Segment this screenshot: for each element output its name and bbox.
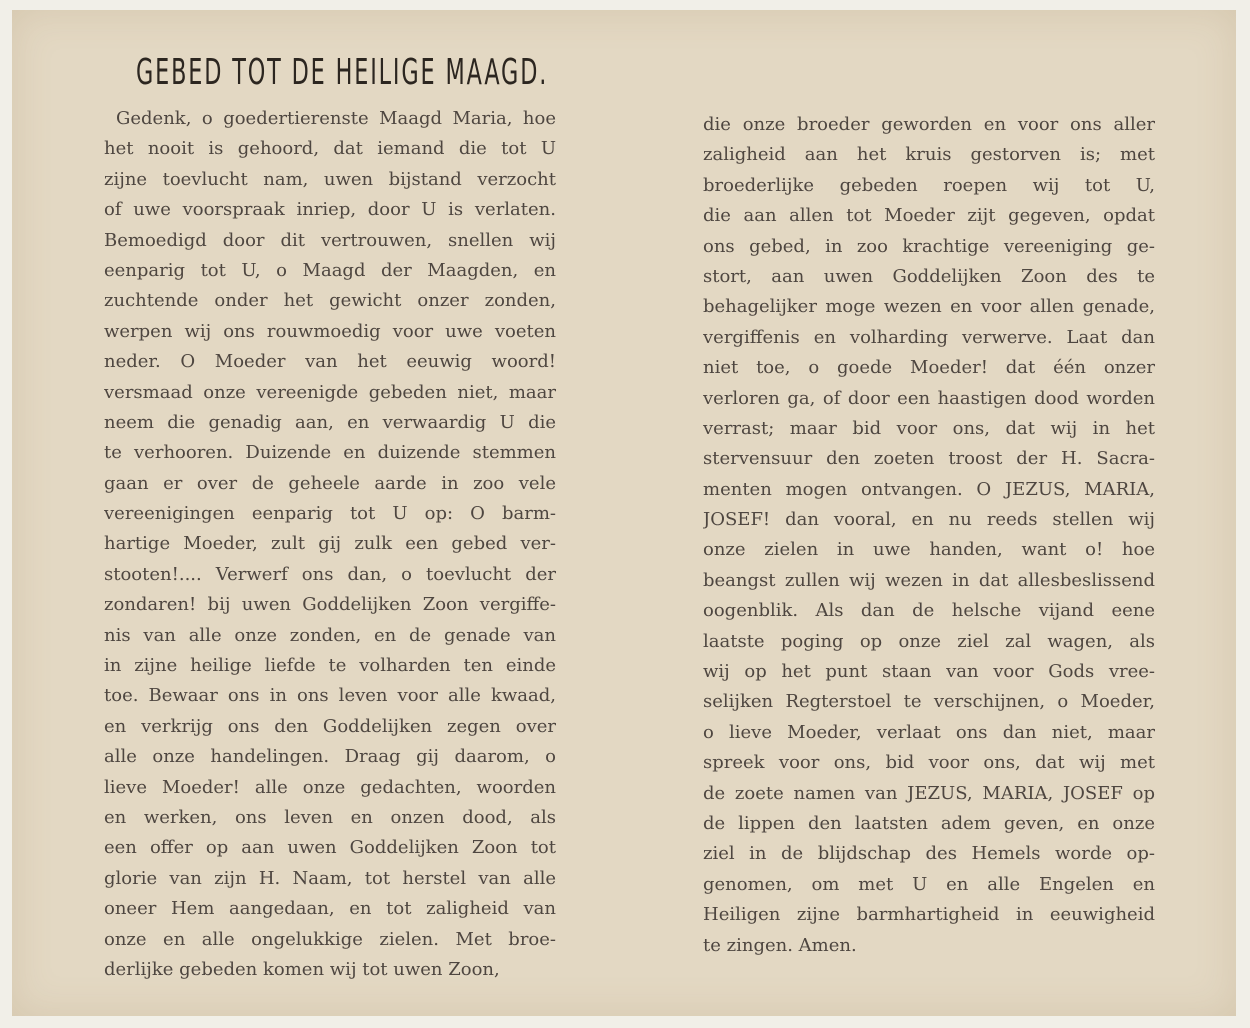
text-line: zondaren! bij uwen Goddelijken Zoon vergiffe- — [104, 594, 556, 616]
text-line: zijne toevlucht nam, uwen bijstand verzocht — [104, 168, 556, 190]
text-line: neem die genadig aan, en verwaardig U die — [104, 411, 556, 433]
page-title: GEBED TOT DE HEILIGE MAAGD. — [136, 52, 549, 93]
text-line: vereenigingen eenparig tot U op: O barm- — [104, 503, 556, 525]
text-line: spreek voor ons, bid voor ons, dat wij met — [703, 752, 1155, 774]
text-line: vergiffenis en volharding verwerve. Laat dan — [703, 326, 1155, 348]
text-line: alle onze handelingen. Draag gij daarom, o — [104, 746, 556, 768]
text-line: neder. O Moeder van het eeuwig woord! — [104, 351, 556, 373]
text-line: selijken Regterstoel te verschijnen, o Moeder, — [703, 691, 1155, 713]
text-line: laatste poging op onze ziel zal wagen, als — [703, 630, 1155, 652]
text-line: te verhooren. Duizende en duizende stemmen — [104, 442, 556, 464]
text-line: ziel in de blijdschap des Hemels worde op- — [703, 843, 1155, 865]
text-line: de lippen den laatsten adem geven, en onze — [703, 812, 1155, 834]
text-line: beangst zullen wij wezen in dat allesbeslissend — [703, 569, 1155, 591]
text-line: nis van alle onze zonden, en de genade van — [104, 624, 556, 646]
text-line: wij op het punt staan van voor Gods vree- — [703, 661, 1155, 683]
text-line: oneer Hem aangedaan, en tot zaligheid van — [104, 898, 556, 920]
text-line: verrast; maar bid voor ons, dat wij in het — [703, 417, 1155, 439]
text-line: Heiligen zijne barmhartigheid in eeuwigheid — [703, 904, 1155, 926]
text-line: die onze broeder geworden en voor ons aller — [703, 114, 1155, 135]
text-line: menten mogen ontvangen. O JEZUS, MARIA, — [703, 478, 1155, 500]
text-line: stervensuur den zoeten troost der H. Sacra- — [703, 448, 1155, 470]
text-line: zuchtende onder het gewicht onzer zonden, — [104, 290, 556, 312]
text-line: gaan er over de geheele aarde in zoo vele — [104, 472, 556, 494]
text-line: oogenblik. Als dan de helsche vijand eene — [703, 600, 1155, 622]
text-line: niet toe, o goede Moeder! dat één onzer — [703, 357, 1155, 379]
text-line: toe. Bewaar ons in ons leven voor alle kwaad, — [104, 685, 556, 707]
text-line: behagelijker moge wezen en voor allen genade, — [703, 296, 1155, 318]
text-line: JOSEF! dan vooral, en nu reeds stellen wij — [703, 509, 1155, 531]
text-line: broederlijke gebeden roepen wij tot U, — [703, 174, 1155, 196]
text-line: stooten!.... Verwerf ons dan, o toevlucht der — [104, 563, 556, 585]
text-line: ons gebed, in zoo krachtige vereeniging ge- — [703, 235, 1155, 257]
text-line: en verkrijg ons den Goddelijken zegen over — [104, 715, 556, 737]
text-line: stort, aan uwen Goddelijken Zoon des te — [703, 265, 1155, 287]
right-column — [703, 110, 1155, 961]
text-line: versmaad onze vereenigde gebeden niet, maar — [104, 381, 556, 403]
text-line: eenparig tot U, o Maagd der Maagden, en — [104, 259, 556, 281]
text-line: in zijne heilige liefde te volharden ten einde — [104, 655, 556, 677]
text-line: of uwe voorspraak inriep, door U is verlaten. — [104, 199, 556, 221]
text-line: te zingen. Amen. — [703, 934, 857, 956]
text-line: die aan allen tot Moeder zijt gegeven, opdat — [703, 205, 1155, 227]
text-line: Gedenk, o goedertierenste Maagd Maria, hoe — [116, 108, 556, 129]
text-line: het nooit is gehoord, dat iemand die tot U — [104, 138, 556, 160]
text-line: derlijke gebeden komen wij tot uwen Zoon, — [104, 958, 500, 980]
text-line: onze en alle ongelukkige zielen. Met broe- — [104, 928, 556, 950]
text-line: werpen wij ons rouwmoedig voor uwe voeten — [104, 320, 556, 342]
text-line: verloren ga, of door een haastigen dood worden — [703, 387, 1155, 409]
text-line: zaligheid aan het kruis gestorven is; met — [703, 144, 1155, 166]
text-line: de zoete namen van JEZUS, MARIA, JOSEF op — [703, 782, 1155, 804]
text-line: genomen, om met U en alle Engelen en — [703, 873, 1155, 895]
text-line: o lieve Moeder, verlaat ons dan niet, maar — [703, 721, 1155, 743]
left-column — [104, 104, 556, 985]
text-line: onze zielen in uwe handen, want o! hoe — [703, 539, 1155, 561]
text-line: lieve Moeder! alle onze gedachten, woorden — [104, 776, 556, 798]
text-line: hartige Moeder, zult gij zulk een gebed ver- — [104, 533, 556, 555]
text-line: Bemoedigd door dit vertrouwen, snellen wij — [104, 229, 556, 251]
text-line: glorie van zijn H. Naam, tot herstel van alle — [104, 867, 556, 889]
text-line: een offer op aan uwen Goddelijken Zoon tot — [104, 837, 556, 859]
text-line: en werken, ons leven en onzen dood, als — [104, 806, 556, 828]
